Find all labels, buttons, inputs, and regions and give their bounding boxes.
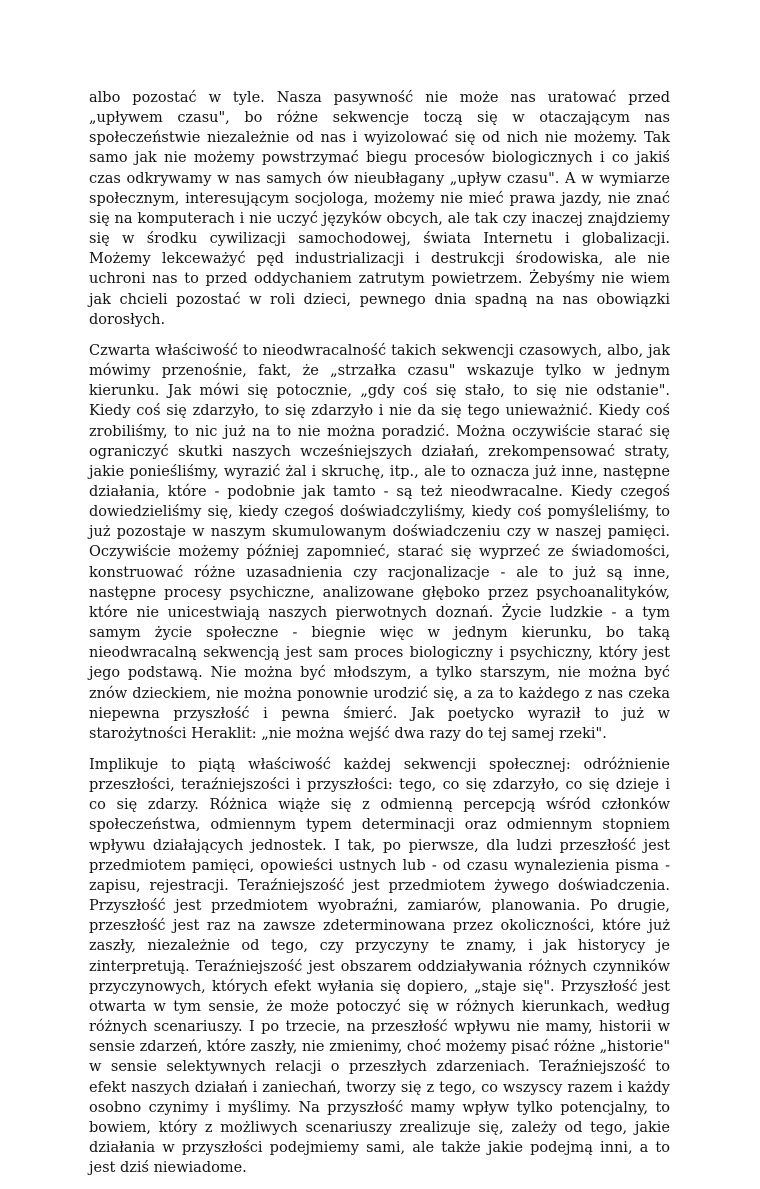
paragraph-1: albo pozostać w tyle. Nasza pasywność nie może nas uratować przed „upływem czasu", bo różne sekwencje toczą się w otaczającym nas społeczeństwie niezależnie od nas i wyizolować się od nich nie możemy. Tak samo jak nie możemy powstrzymać biegu procesów biologicznych i co jakiś czas odkrywamy w nas samych ów nieubłagany „upływ czasu". A w wymiarze społecznym, interesującym socjologa, możemy nie mieć prawa jazdy, nie znać się na komputerach i nie uczyć języków obcych, ale tak czy inaczej znajdziemy się w środku cywilizacji samochodowej, świata Internetu i globalizacji. Możemy lekceważyć pęd industrializacji i destrukcji środowiska, ale nie uchroni nas to przed oddychaniem zatrutym powietrzem. Żebyśmy nie wiem jak chcieli pozostać w roli dzieci, pewnego dnia spadną na nas obowiązki dorosłych.: [89, 90, 670, 328]
paragraph-2: Czwarta właściwość to nieodwracalność takich sekwencji czasowych, albo, jak mówimy przenośnie, fakt, że „strzałka czasu" wskazuje tylko w jednym kierunku. Jak mówi się potocznie, „gdy coś się stało, to się nie odstanie". Kiedy coś się zdarzyło, to się zdarzyło i nie da się tego unieważnić. Kiedy coś zrobiliśmy, to nic już na to nie można poradzić. Można oczywiście starać się ograniczyć skutki naszych wcześniejszych działań, zrekompensować straty, jakie ponieśliśmy, wyrazić żal i skruchę, itp., ale to oznacza już inne, następne działania, które - podobnie jak tamto - są też nieodwracalne. Kiedy czegoś dowiedzieliśmy się, kiedy czegoś doświadczyliśmy, kiedy coś pomyśleliśmy, to już pozostaje w naszym skumulowanym doświadczeniu czy w naszej pamięci. Oczywiście możemy później zapomnieć, starać się wyprzeć ze świadomości, konstruować różne uzasadnienia czy racjonalizacje - ale to już są inne, następne procesy psychiczne, analizowane głęboko przez psychoanalityków, które nie unicestwiają naszych pierwotnych doznań. Życie ludzkie - a tym samym życie społeczne - biegnie więc w jednym kierunku, bo taką nieodwracalną sekwencją jest sam proces biologiczny i psychiczny, który jest jego podstawą. Nie można być młodszym, a tylko starszym, nie można być znów dzieckiem, nie można ponownie urodzić się, a za to każdego z nas czeka niepewna przyszłość i pewna śmierć. Jak poetycko wyraził to już w starożytności Heraklit: „nie można wejść dwa razy do tej samej rzeki".: [89, 342, 670, 742]
paragraph-3: Implikuje to piątą właściwość każdej sekwencji społecznej: odróżnienie przeszłości, teraźniejszości i przyszłości: tego, co się zdarzyło, co się dzieje i co się zdarzy. Różnica wiąże się z odmienną percepcją wśród członków społeczeństwa, odmiennym typem determinacji oraz odmiennym stopniem wpływu działających jednostek. I tak, po pierwsze, dla ludzi przeszłość jest przedmiotem pamięci, opowieści ustnych lub - od czasu wynalezienia pisma - zapisu, rejestracji. Teraźniejszość jest przedmiotem żywego doświadczenia. Przyszłość jest przedmiotem wyobraźni, zamiarów, planowania. Po drugie, przeszłość jest raz na zawsze zdeterminowana przez okoliczności, które już zaszły, niezależnie od tego, czy przyczyny te znamy, i jak historycy je zinterpretują. Teraźniejszość jest obszarem oddziaływania różnych czynników przyczynowych, których efekt wyłania się dopiero, „staje się". Przyszłość jest otwarta w tym sensie, że może potoczyć się w różnych kierunkach, według różnych scenariuszy. I po trzecie, na przeszłość wpływu nie mamy, historii w sensie zdarzeń, które zaszły, nie zmienimy, choć możemy pisać różne „historie" w sensie selektywnych relacji o przeszłych zdarzeniach. Teraźniejszość to efekt naszych działań i zaniechań, tworzy się z tego, co wszyscy razem i każdy osobno czynimy i myślimy. Na przyszłość mamy wpływ tylko potencjalny, to bowiem, który z możliwych scenariuszy zrealizuje się, zależy od tego, jakie działania w przyszłości podejmiemy sami, ale także jakie podejmą inni, a to jest dziś niewiadome.: [89, 757, 670, 1177]
document-page: [89, 88, 670, 1189]
